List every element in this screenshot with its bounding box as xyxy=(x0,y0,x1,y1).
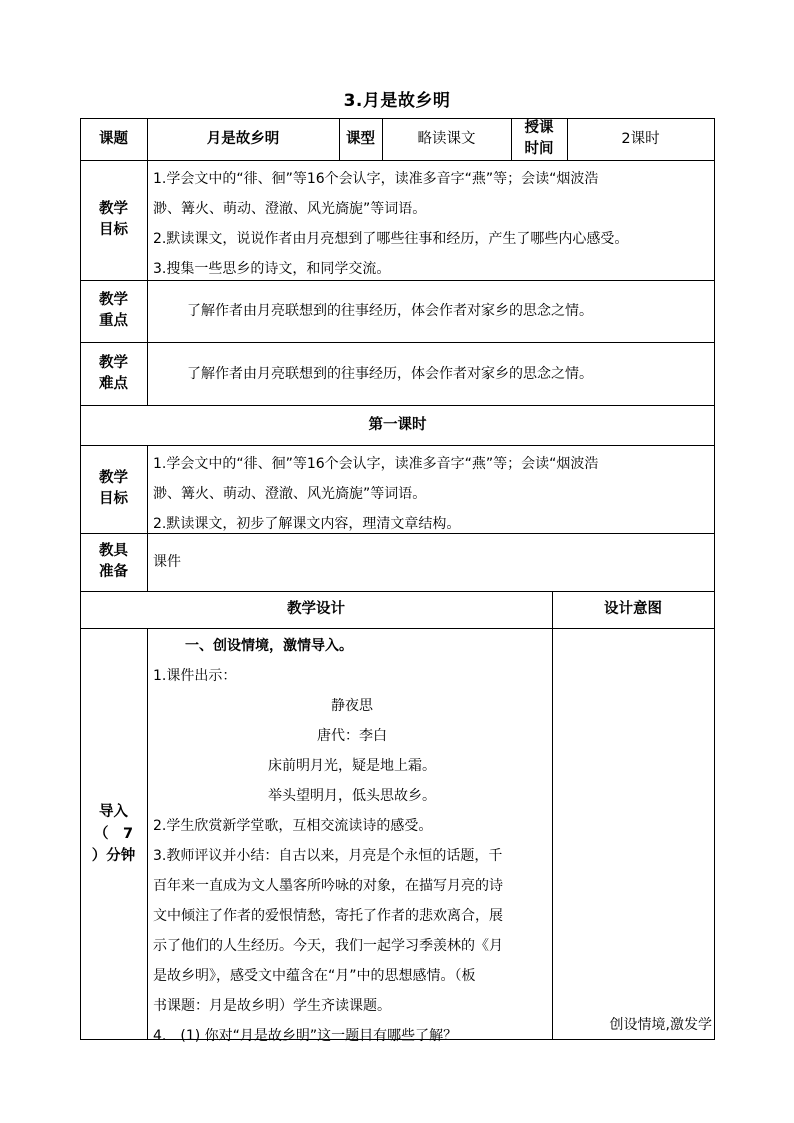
tools-content xyxy=(153,533,533,591)
topic-label-text: 课题 xyxy=(99,130,128,147)
design-line: 4. (1) 你对“月是故乡明”这一题目有哪些了解？ xyxy=(153,1028,458,1044)
type-label xyxy=(339,118,382,160)
first-period-goals-label-line-2: 目标 xyxy=(99,491,128,507)
first-period-goals-line: 渺、篝火、萌动、澄澈、风光旖旎”等词语。 xyxy=(153,486,427,502)
first-period-goals-line: 2.默读课文，初步了解课文内容，理清文章结构。 xyxy=(153,516,461,532)
difficulty-label-line-1: 教学 xyxy=(99,354,128,371)
goals-line: 渺、篝火、萌动、澄澈、风光旖旎”等词语。 xyxy=(153,201,427,217)
time-label-line-2: 时间 xyxy=(524,141,554,157)
stage-label xyxy=(80,628,147,1039)
first-period-heading xyxy=(80,405,715,445)
type-label-text: 课型 xyxy=(346,130,375,147)
goals-line: 1.学会文中的“徘、徊”等16个会认字，读准多音字“燕”等；会读“烟波浩 xyxy=(153,171,599,187)
poem-line: 举头望明月，低头思故乡。 xyxy=(268,788,436,804)
poem-title: 静夜思 xyxy=(331,698,373,714)
design-line: 3.教师评议并小结：自古以来，月亮是个永恒的话题，千 xyxy=(153,848,503,864)
goals-label xyxy=(80,160,147,280)
design-heading xyxy=(80,591,552,628)
section-title: 一、创设情境，激情导入。 xyxy=(185,638,353,654)
design-content xyxy=(153,631,551,1051)
first-period-goals-label xyxy=(80,445,147,533)
time-label-line-1: 授课 xyxy=(524,120,554,136)
tools-label xyxy=(80,533,147,591)
design-line: 文中倾注了作者的爱恨情愁，寄托了作者的悲欢离合，展 xyxy=(153,908,503,924)
design-line: 百年来一直成为文人墨客所吟咏的对象，在描写月亮的诗 xyxy=(153,878,503,894)
intent-heading xyxy=(552,591,714,628)
difficulty-content xyxy=(187,342,707,405)
difficulty-label xyxy=(80,342,147,405)
stage-label-line-2: （ 7 xyxy=(93,825,134,842)
goals-line: 2.默读课文，说说作者由月亮想到了哪些往事和经历，产生了哪些内心感受。 xyxy=(153,231,629,247)
focus-content xyxy=(187,280,707,342)
focus-label-line-1: 教学 xyxy=(99,292,128,308)
focus-label xyxy=(80,280,147,342)
first-period-goals-line: 1.学会文中的“徘、徊”等16个会认字，读准多音字“燕”等；会读“烟波浩 xyxy=(153,456,599,472)
tools-label-line-2: 准备 xyxy=(99,564,128,580)
time-value-text: 2课时 xyxy=(621,131,660,147)
goals-label-line-1: 教学 xyxy=(99,201,128,217)
stage-label-line-1: 导入 xyxy=(99,803,128,820)
intent-text: 创设情境,激发学 xyxy=(609,1017,712,1033)
topic-value-text: 月是故乡明 xyxy=(206,130,280,147)
intent-heading-text: 设计意图 xyxy=(604,601,662,617)
topic-label xyxy=(80,118,147,160)
difficulty-label-line-2: 难点 xyxy=(99,375,128,392)
type-value xyxy=(382,118,511,160)
tools-label-line-1: 教具 xyxy=(99,543,128,559)
poem-author: 唐代：李白 xyxy=(317,728,387,744)
tools-value: 课件 xyxy=(153,554,181,570)
stage-label-line-3: ）分钟 xyxy=(91,847,136,864)
first-period-goals-label-line-1: 教学 xyxy=(99,470,128,486)
goals-line: 3.搜集一些思乡的诗文，和同学交流。 xyxy=(153,261,391,277)
poem-line: 床前明月光，疑是地上霜。 xyxy=(268,758,436,774)
design-line: 书课题：月是故乡明）学生齐读课题。 xyxy=(153,998,391,1014)
focus-text: 了解作者由月亮联想到的往事经历，体会作者对家乡的思念之情。 xyxy=(187,303,593,319)
topic-value xyxy=(147,118,339,160)
design-line: 是故乡明》，感受文中蕴含在“月”中的思想感情。（板 xyxy=(153,968,476,984)
design-heading-text: 教学设计 xyxy=(287,601,345,617)
time-value xyxy=(567,118,714,160)
difficulty-text: 了解作者由月亮联想到的往事经历，体会作者对家乡的思念之情。 xyxy=(187,365,593,382)
goals-label-line-2: 目标 xyxy=(99,222,128,238)
goals-content xyxy=(153,164,713,284)
design-line: 2.学生欣赏新学堂歌，互相交流读诗的感受。 xyxy=(153,818,433,834)
focus-label-line-2: 重点 xyxy=(99,313,128,329)
first-period-heading-text: 第一课时 xyxy=(368,416,427,433)
page-title: 3.月是故乡明 xyxy=(343,91,451,111)
design-line: 示了他们的人生经历。今天，我们一起学习季羡林的《月 xyxy=(153,938,503,954)
time-label xyxy=(511,118,567,160)
type-value-text: 略读课文 xyxy=(417,131,476,147)
intent-content xyxy=(552,1010,714,1040)
design-line: 1.课件出示： xyxy=(153,668,237,684)
first-period-goals-content xyxy=(153,449,713,539)
